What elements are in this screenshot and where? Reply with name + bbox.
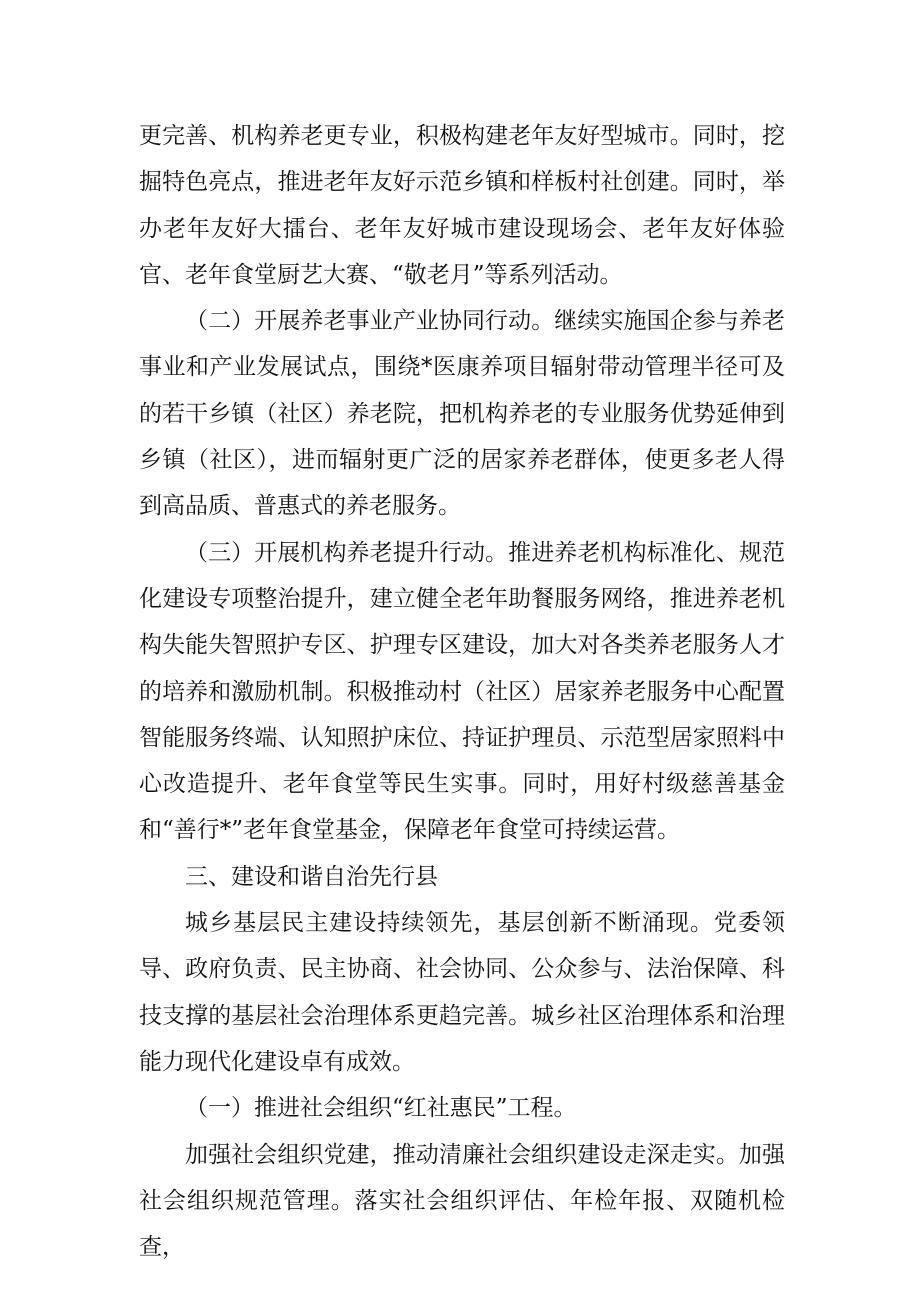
paragraph-institution-care: （三）开展机构养老提升行动。推进养老机构标准化、规范化建设专项整治提升，建立健全老年助餐服务网络，推进养老机构失能失智照护专区、护理专区建设，加大对各类养老服务人才的培养和激励机制。积极推动村（社区）居家养老服务中心配置智能服务终端、认知照护床位、持证护理员、示范型居家照料中心改造提升、老年食堂等民生实事。同时，用好村级慈善基金和“善行*”老年食堂基金，保障老年食堂可持续运营。 (139, 539, 785, 844)
paragraph-social-org-management: 加强社会组织党建，推动清廉社会组织建设走深走实。加强社会组织规范管理。落实社会组织评估、年检年报、双随机检查， (139, 1141, 785, 1261)
paragraph-continuation: 更完善、机构养老更专业，积极构建老年友好型城市。同时，挖掘特色亮点，推进老年友好示范乡镇和样板村社创建。同时，举办老年友好大擂台、老年友好城市建设现场会、老年友好体验官、老年食堂厨艺大赛、“敬老月”等系列活动。 (139, 123, 785, 288)
section-heading-harmonious-county: 三、建设和谐自治先行县 (185, 863, 438, 890)
document-page (139, 113, 785, 1270)
subsection-heading-social-org: （一）推进社会组织“红社惠民”工程。 (185, 1095, 577, 1122)
paragraph-elderly-care-industry: （二）开展养老事业产业协同行动。继续实施国企参与养老事业和产业发展试点，围绕*医康养项目辐射带动管理半径可及的若干乡镇（社区）养老院，把机构养老的专业服务优势延伸到乡镇（社区），进而辐射更广泛的居家养老群体，使更多老人得到高品质、普惠式的养老服务。 (139, 308, 785, 520)
paragraph-grassroots-democracy: 城乡基层民主建设持续领先，基层创新不断涌现。党委领导、政府负责、民主协商、社会协同、公众参与、法治保障、科技支撑的基层社会治理体系更趋完善。城乡社区治理体系和治理能力现代化建设卓有成效。 (139, 910, 785, 1075)
